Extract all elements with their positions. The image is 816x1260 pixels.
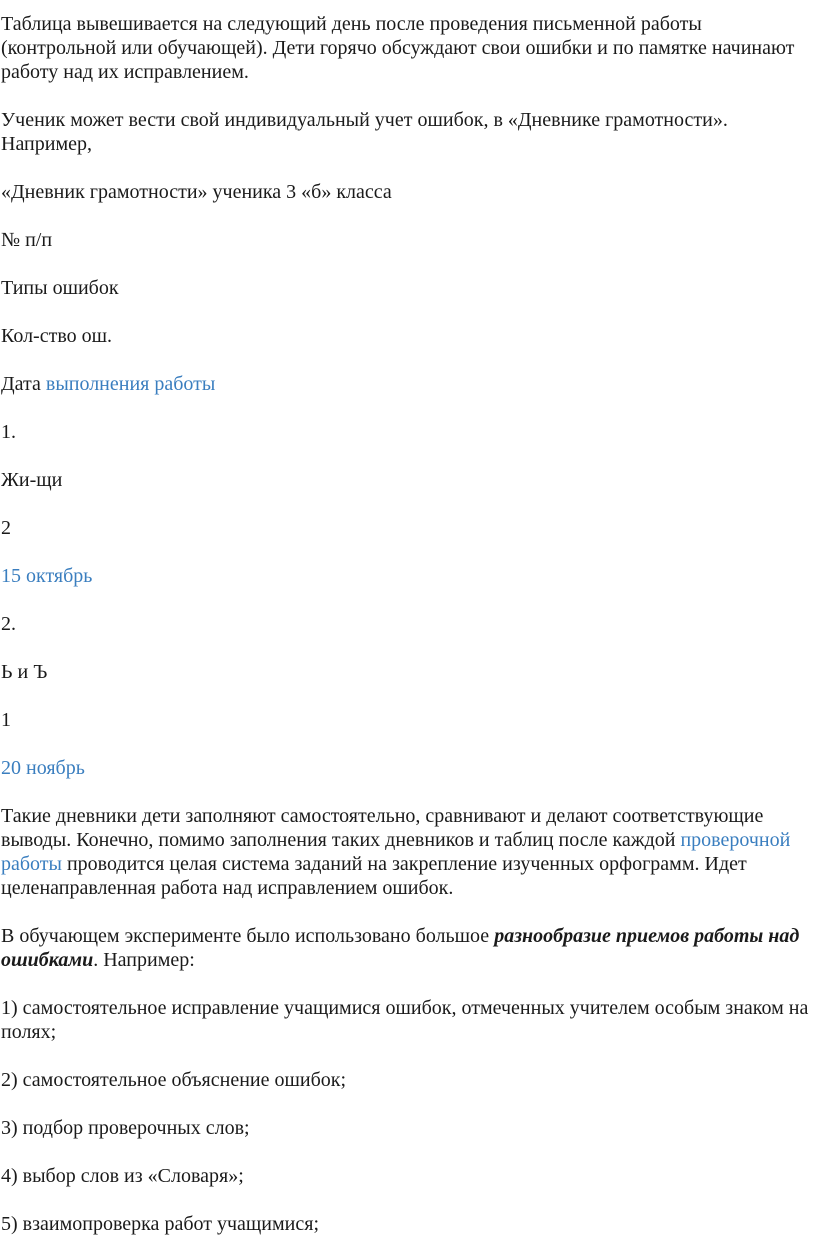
link-work-completion[interactable]: выполнения работы — [45, 373, 216, 395]
table-row-2-number: 2. — [1, 613, 16, 635]
paragraph-table-display: Таблица вывешивается на следующий день после проведения письменной работы (контрольной или обучающей). Дети горячо обсуждают свои ошибки и по памятке начинают работу над их исправлением. — [1, 13, 795, 83]
table-row-1-number: 1. — [1, 421, 16, 443]
table-header-error-count: Кол-ство ош. — [1, 325, 113, 347]
table-row-1-count: 2 — [1, 517, 11, 539]
table-row-1-date — [1, 564, 816, 588]
link-test-work[interactable]: проверочной работы — [1, 829, 791, 875]
table-row-2-date — [1, 756, 816, 780]
paragraph-diary-usage — [1, 804, 816, 900]
paragraph-experiment — [1, 924, 816, 972]
diary-usage-text-b: проводится целая система заданий на закрепление изученных орфограмм. Идет целенаправленная работа над исправлением ошибок. — [1, 853, 747, 899]
table-row-2-type: Ь и Ъ — [1, 661, 48, 683]
experiment-text-b: . Например: — [93, 949, 195, 971]
experiment-emphasis: разнообразие приемов работы над ошибками — [1, 925, 800, 971]
table-header-date-label: Дата — [1, 373, 46, 395]
table-row-1-type: Жи-щи — [1, 469, 63, 491]
link-date-november[interactable]: 20 ноябрь — [1, 757, 85, 779]
list-item: 3) подбор проверочных слов; — [1, 1117, 250, 1139]
document-page — [0, 12, 816, 1260]
experiment-text-a: В обучающем эксперименте было использовано большое — [1, 925, 495, 947]
paragraph-diary-title: «Дневник грамотности» ученика 3 «б» класса — [1, 181, 392, 203]
table-header-number: № п/п — [1, 229, 53, 251]
list-item: 2) самостоятельное объяснение ошибок; — [1, 1069, 347, 1091]
list-item: 5) взаимопроверка работ учащимися; — [1, 1213, 319, 1235]
table-header-date — [1, 372, 816, 396]
paragraph-literacy-diary: Ученик может вести свой индивидуальный учет ошибок, в «Дневнике грамотности». Например, — [1, 109, 728, 155]
diary-usage-text-a: Такие дневники дети заполняют самостоятельно, сравнивают и делают соответствующие выводы. Конечно, помимо заполнения таких дневников и таблиц после каждой — [1, 805, 764, 851]
table-row-2-count: 1 — [1, 709, 11, 731]
list-item: 1) самостоятельное исправление учащимися ошибок, отмеченных учителем особым знаком на полях; — [1, 997, 809, 1043]
link-date-october[interactable]: 15 октябрь — [1, 565, 93, 587]
list-item: 4) выбор слов из «Словаря»; — [1, 1165, 244, 1187]
table-header-error-types: Типы ошибок — [1, 277, 119, 299]
